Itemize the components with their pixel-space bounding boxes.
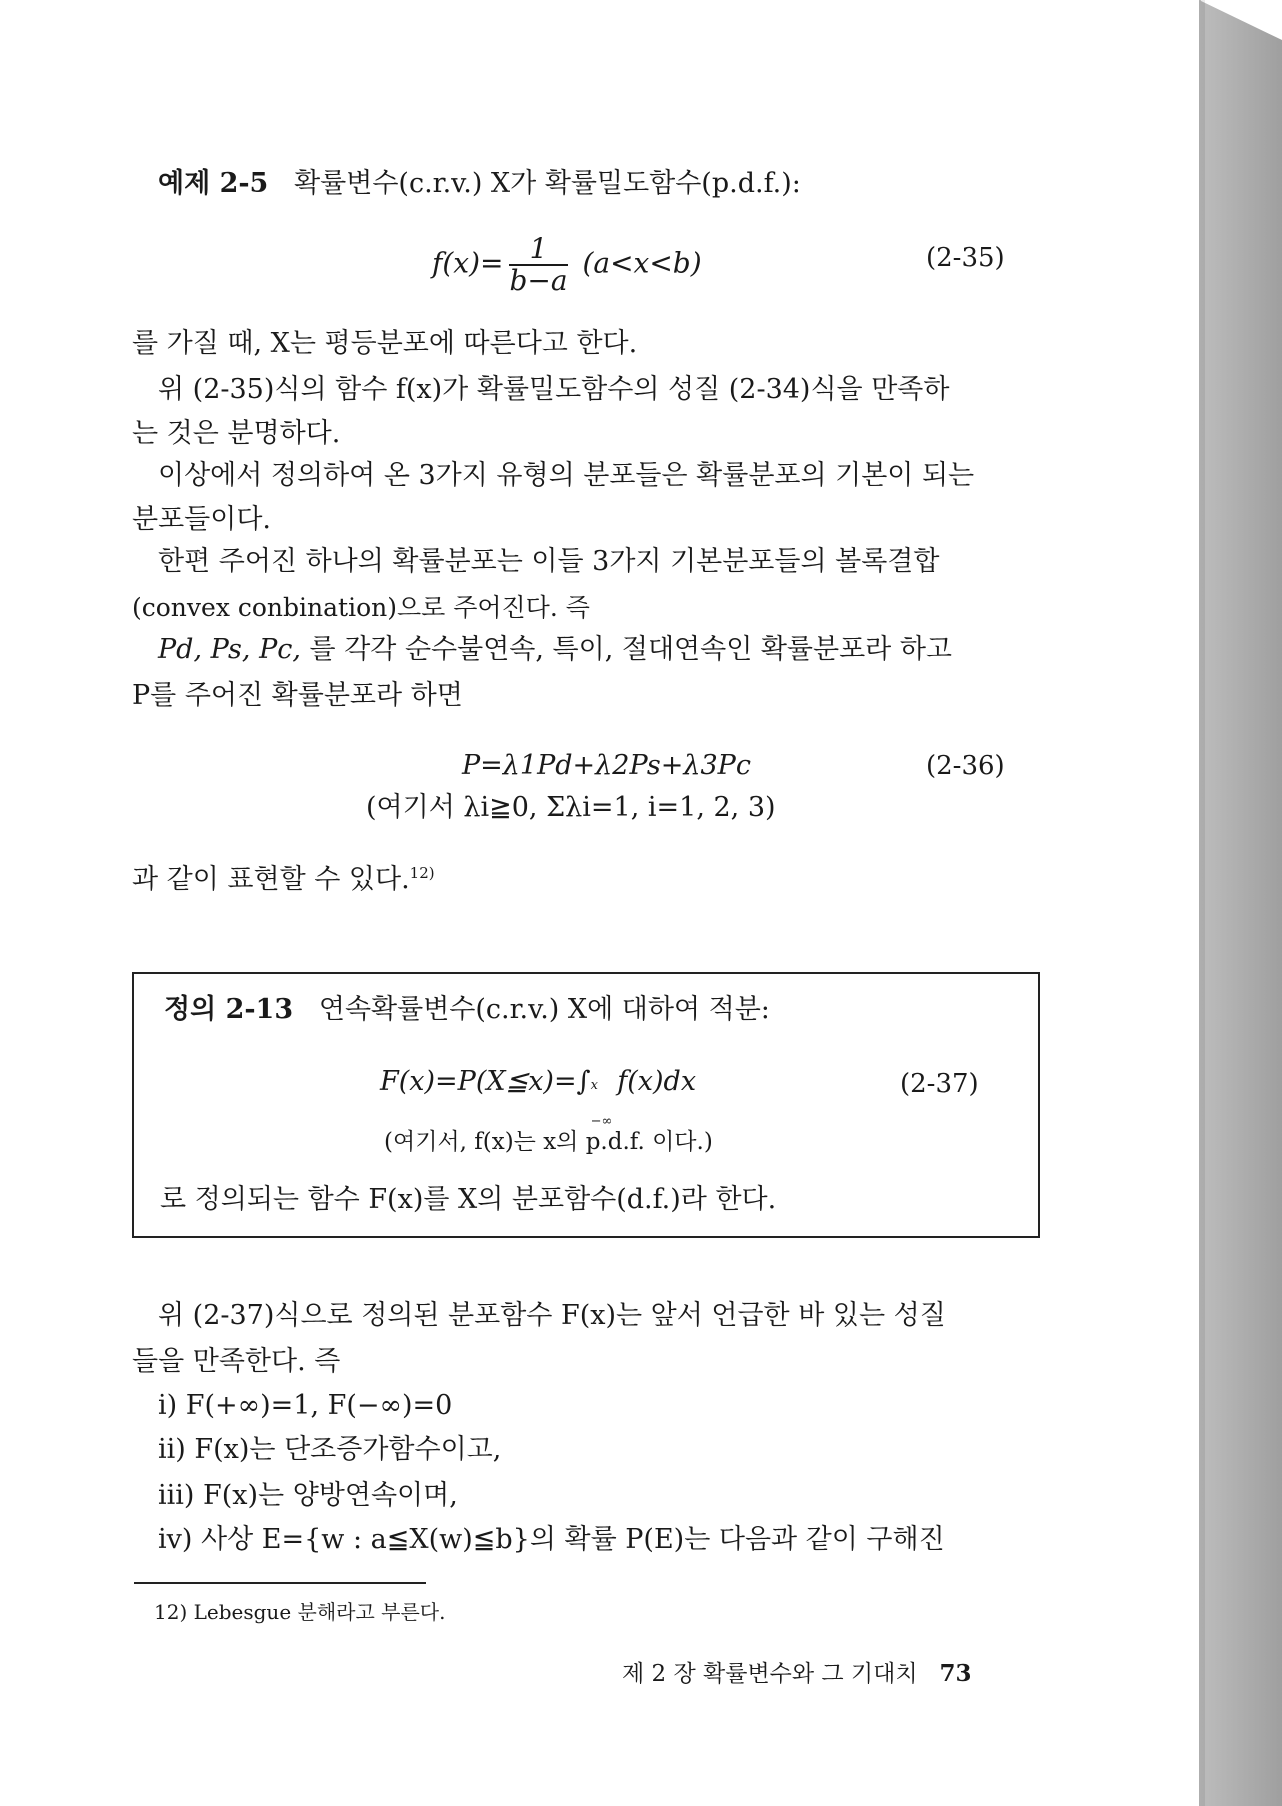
page-number: 73 bbox=[939, 1660, 972, 1687]
paragraph-line: 한편 주어진 하나의 확률분포는 이들 3가지 기본분포들의 볼록결합 bbox=[158, 546, 940, 577]
example-label: 예제 2-5 bbox=[158, 168, 269, 199]
paragraph-line: 위 (2-37)식으로 정의된 분포함수 F(x)는 앞서 언급한 바 있는 성질 bbox=[158, 1300, 946, 1331]
list-item: i) F(+∞)=1, F(−∞)=0 bbox=[158, 1390, 453, 1421]
paragraph-line: 위 (2-35)식의 함수 f(x)가 확률밀도함수의 성질 (2-34)식을 만족하 bbox=[158, 374, 950, 405]
equation-2-35 bbox=[432, 234, 702, 296]
eq-formula: F(x)=P(X≦x)=∫ bbox=[380, 1066, 591, 1097]
list-item: iii) F(x)는 양방연속이며, bbox=[158, 1480, 458, 1511]
footnote-ref: 12) bbox=[409, 864, 435, 882]
example-text: 확률변수(c.r.v.) X가 확률밀도함수(p.d.f.): bbox=[294, 168, 801, 199]
paragraph-text: 를 각각 순수불연속, 특이, 절대연속인 확률분포라 하고 bbox=[309, 634, 953, 665]
eq-number-2-35: (2-35) bbox=[926, 243, 1005, 273]
paragraph-line: 는 것은 분명하다. bbox=[132, 418, 341, 449]
paragraph-text: 과 같이 표현할 수 있다. bbox=[132, 864, 410, 895]
definition-note: (여기서, f(x)는 x의 p.d.f. 이다.) bbox=[384, 1129, 713, 1155]
footnote: 12) Lebesgue 분해라고 부른다. bbox=[154, 1600, 446, 1624]
paragraph-line: 들을 만족한다. 즉 bbox=[132, 1346, 341, 1377]
upper-limit: x bbox=[590, 1078, 598, 1093]
paragraph-line bbox=[158, 632, 952, 668]
page-edge-shadow bbox=[1199, 0, 1282, 1806]
list-item: iv) 사상 E={w : a≦X(w)≦b}의 확률 P(E)는 다음과 같이 구해진 bbox=[158, 1524, 945, 1555]
definition-heading bbox=[164, 992, 770, 1028]
eq-number-2-36: (2-36) bbox=[926, 751, 1005, 781]
equation-note: (여기서 λi≧0, Σλi=1, i=1, 2, 3) bbox=[366, 792, 776, 823]
lower-limit: −∞ bbox=[590, 1114, 613, 1129]
eq-numerator: 1 bbox=[509, 234, 567, 266]
paragraph-line: P를 주어진 확률분포라 하면 bbox=[132, 680, 463, 711]
integrand: f(x)dx bbox=[617, 1066, 697, 1097]
chapter-title: 제 2 장 확률변수와 그 기대치 bbox=[622, 1661, 918, 1687]
eq-condition: (a<x<b) bbox=[582, 246, 702, 280]
distribution-vars: Pd, Ps, Pc, bbox=[158, 634, 301, 665]
paragraph-line: 분포들이다. bbox=[132, 504, 271, 535]
eq-fraction bbox=[509, 234, 567, 296]
eq-lhs: f(x)= bbox=[432, 246, 504, 280]
footnote-rule bbox=[134, 1582, 426, 1584]
page-edge-line bbox=[1199, 0, 1205, 1806]
definition-text: 연속확률변수(c.r.v.) X에 대하여 적분: bbox=[318, 994, 770, 1025]
list-item: ii) F(x)는 단조증가함수이고, bbox=[158, 1434, 502, 1465]
equation-2-37 bbox=[380, 1064, 697, 1129]
definition-conclusion: 로 정의되는 함수 F(x)를 X의 분포함수(d.f.)라 한다. bbox=[160, 1184, 777, 1215]
paragraph-line bbox=[132, 862, 435, 898]
running-footer bbox=[622, 1656, 972, 1692]
eq-denominator: b−a bbox=[509, 264, 568, 297]
paragraph-line: 를 가질 때, X는 평등분포에 따른다고 한다. bbox=[132, 328, 638, 359]
equation-2-36: P=λ1Pd+λ2Ps+λ3Pc bbox=[462, 750, 751, 781]
example-line bbox=[158, 166, 801, 202]
eq-number-2-37: (2-37) bbox=[900, 1069, 979, 1099]
paragraph-line: 이상에서 정의하여 온 3가지 유형의 분포들은 확률분포의 기본이 되는 bbox=[158, 460, 975, 491]
paragraph-line: (convex conbination)으로 주어진다. 즉 bbox=[132, 593, 590, 622]
definition-label: 정의 2-13 bbox=[164, 994, 294, 1025]
